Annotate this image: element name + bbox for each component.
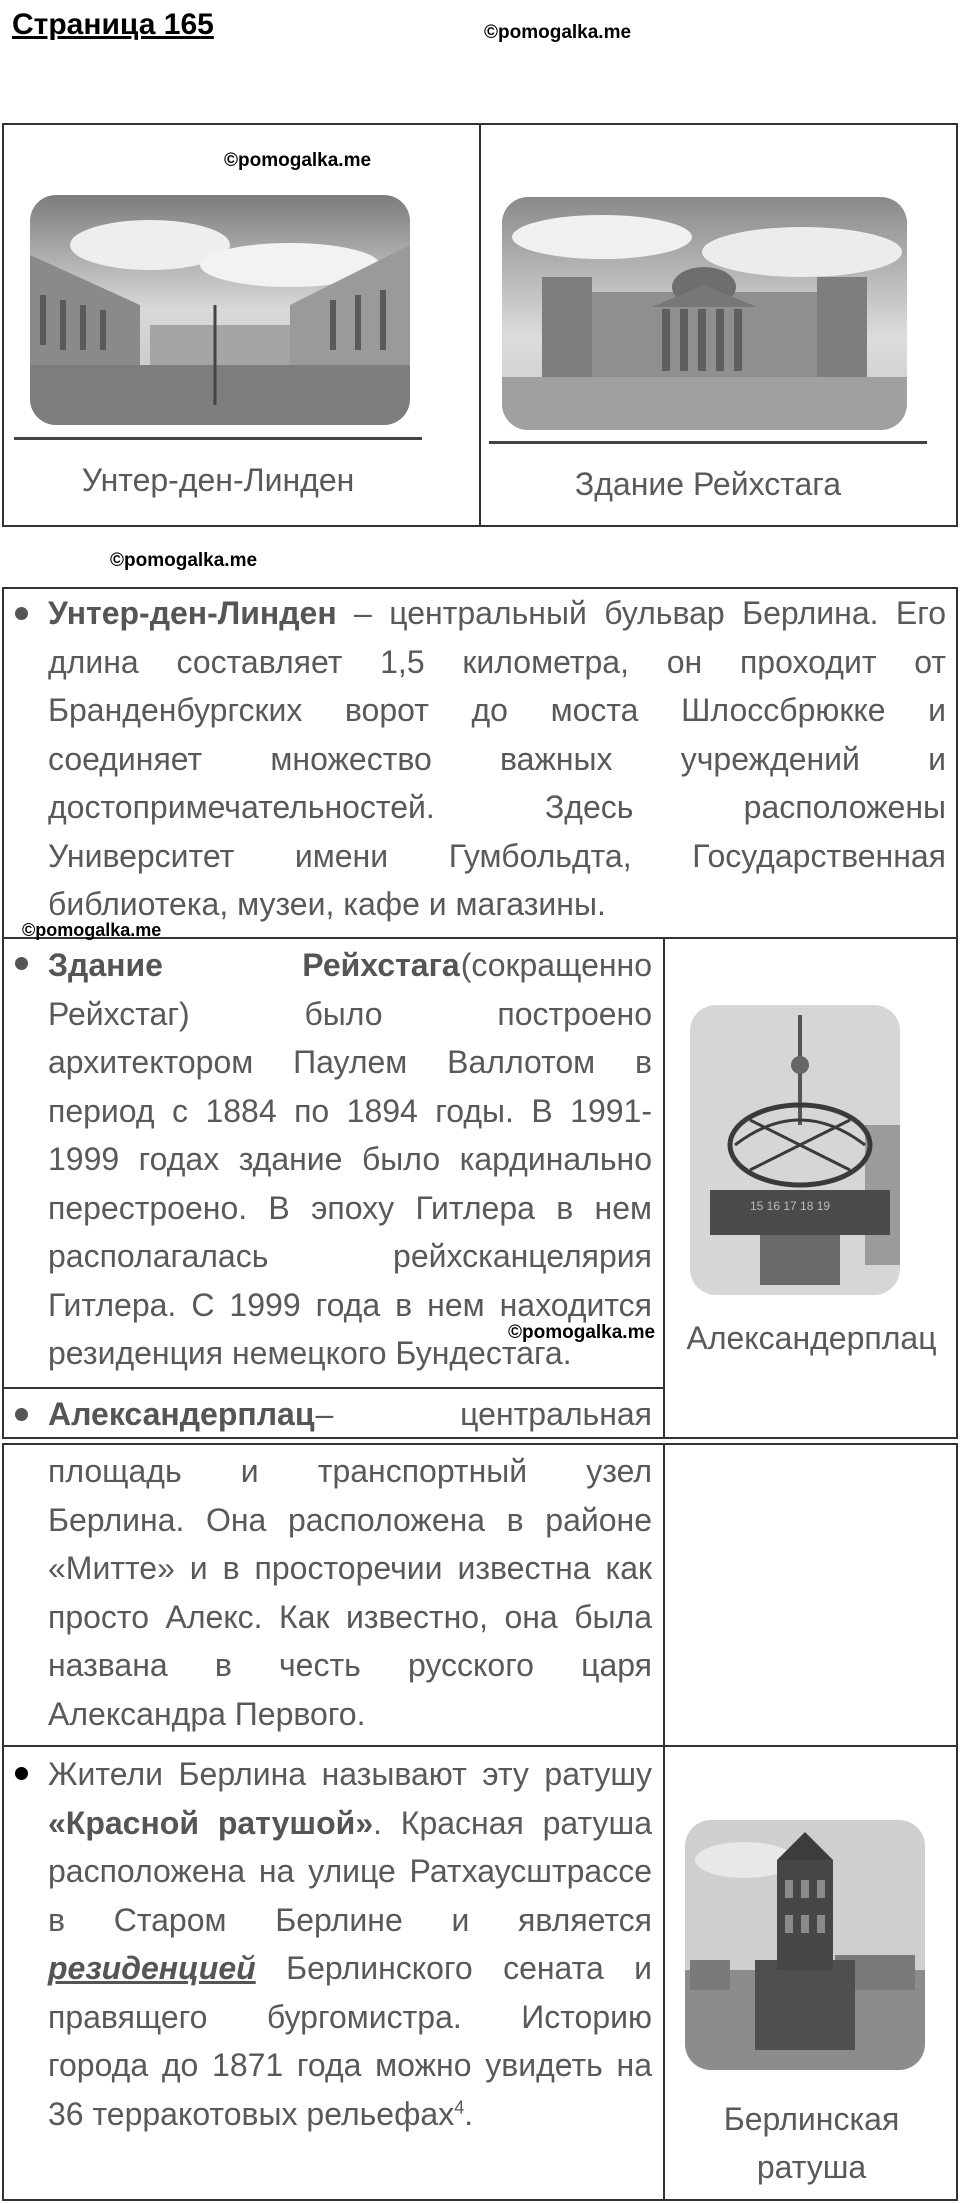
watermark: ©pomogalka.me <box>484 22 632 43</box>
unter-den-linden-photo <box>30 195 410 425</box>
unter-den-linden-text: Унтер-ден-Линден – центральный бульвар Берлина. Его длина составляет 1,5 километра, он проходит от Бранденбургских ворот до моста Шлоссбрюкке и соединяет множество важных учреждений и достопримечательностей. Здесь расположены Университет имени Гумбольдта, Государственная библиотека, музеи, кафе и магазины. <box>48 595 946 922</box>
caption-line: ратуша <box>756 2149 867 2185</box>
alexanderplatz-photo <box>690 1005 900 1295</box>
bullet <box>15 1767 28 1780</box>
bullet <box>15 957 28 970</box>
watermark: ©pomogalka.me <box>110 550 258 571</box>
table-divider <box>479 123 481 527</box>
alexanderplatz-text-continued: площадь и транспортный узел Берлина. Она расположена в районе «Митте» и в просторечии известна как просто Алекс. Как известно, она была названа в честь русского царя Александра Первого. <box>48 1453 652 1732</box>
red-city-hall-caption <box>665 2095 958 2191</box>
reichstag-photo <box>502 197 907 430</box>
row-divider <box>2 1387 664 1389</box>
page-title: Страница 165 <box>12 8 214 41</box>
bullet <box>15 1408 28 1421</box>
alexanderplatz-text: Александерплац– центральная <box>48 1396 652 1432</box>
watermark: ©pomogalka.me <box>508 1322 656 1343</box>
watermark: ©pomogalka.me <box>224 150 372 171</box>
column-divider <box>663 937 665 1439</box>
reichstag-caption: Здание Рейхстага <box>574 466 842 502</box>
svg-text:15 16 17 18 19: 15 16 17 18 19 <box>750 1199 831 1213</box>
caption-line: Берлинская <box>723 2101 900 2137</box>
watermark: ©pomogalka.me <box>22 920 162 940</box>
column-divider <box>663 1443 665 2201</box>
caption-rule <box>489 441 927 444</box>
bullet <box>15 607 28 620</box>
red-city-hall-photo <box>685 1820 925 2070</box>
alexanderplatz-caption: Александерплац <box>686 1320 937 1356</box>
unter-den-linden-caption: Унтер-ден-Линден <box>81 462 355 498</box>
red-city-hall-text: Жители Берлина называют эту ратушу «Красной ратушой». Красная ратуша расположена на улице Ратхаусштрассе в Старом Берлине и является резиденцией Берлинского сената и правящего бургомистра. Историю города до 1871 года можно увидеть на 36 терракотовых рельефах$^4$. <box>48 1756 652 2132</box>
reichstag-text: Здание Рейхстага(сокращенно Рейхстаг) было построено архитектором Паулем Валлотом в период с 1884 по 1894 годы. В 1991- 1999 годах здание было кардинально перестроено. В эпоху Гитлера в нем располагалась рейхсканцелярия Гитлера. С 1999 года в нем находится резиденция немецкого Бундестага. <box>48 947 652 1371</box>
caption-rule <box>14 437 422 440</box>
row-divider <box>2 1745 958 1747</box>
